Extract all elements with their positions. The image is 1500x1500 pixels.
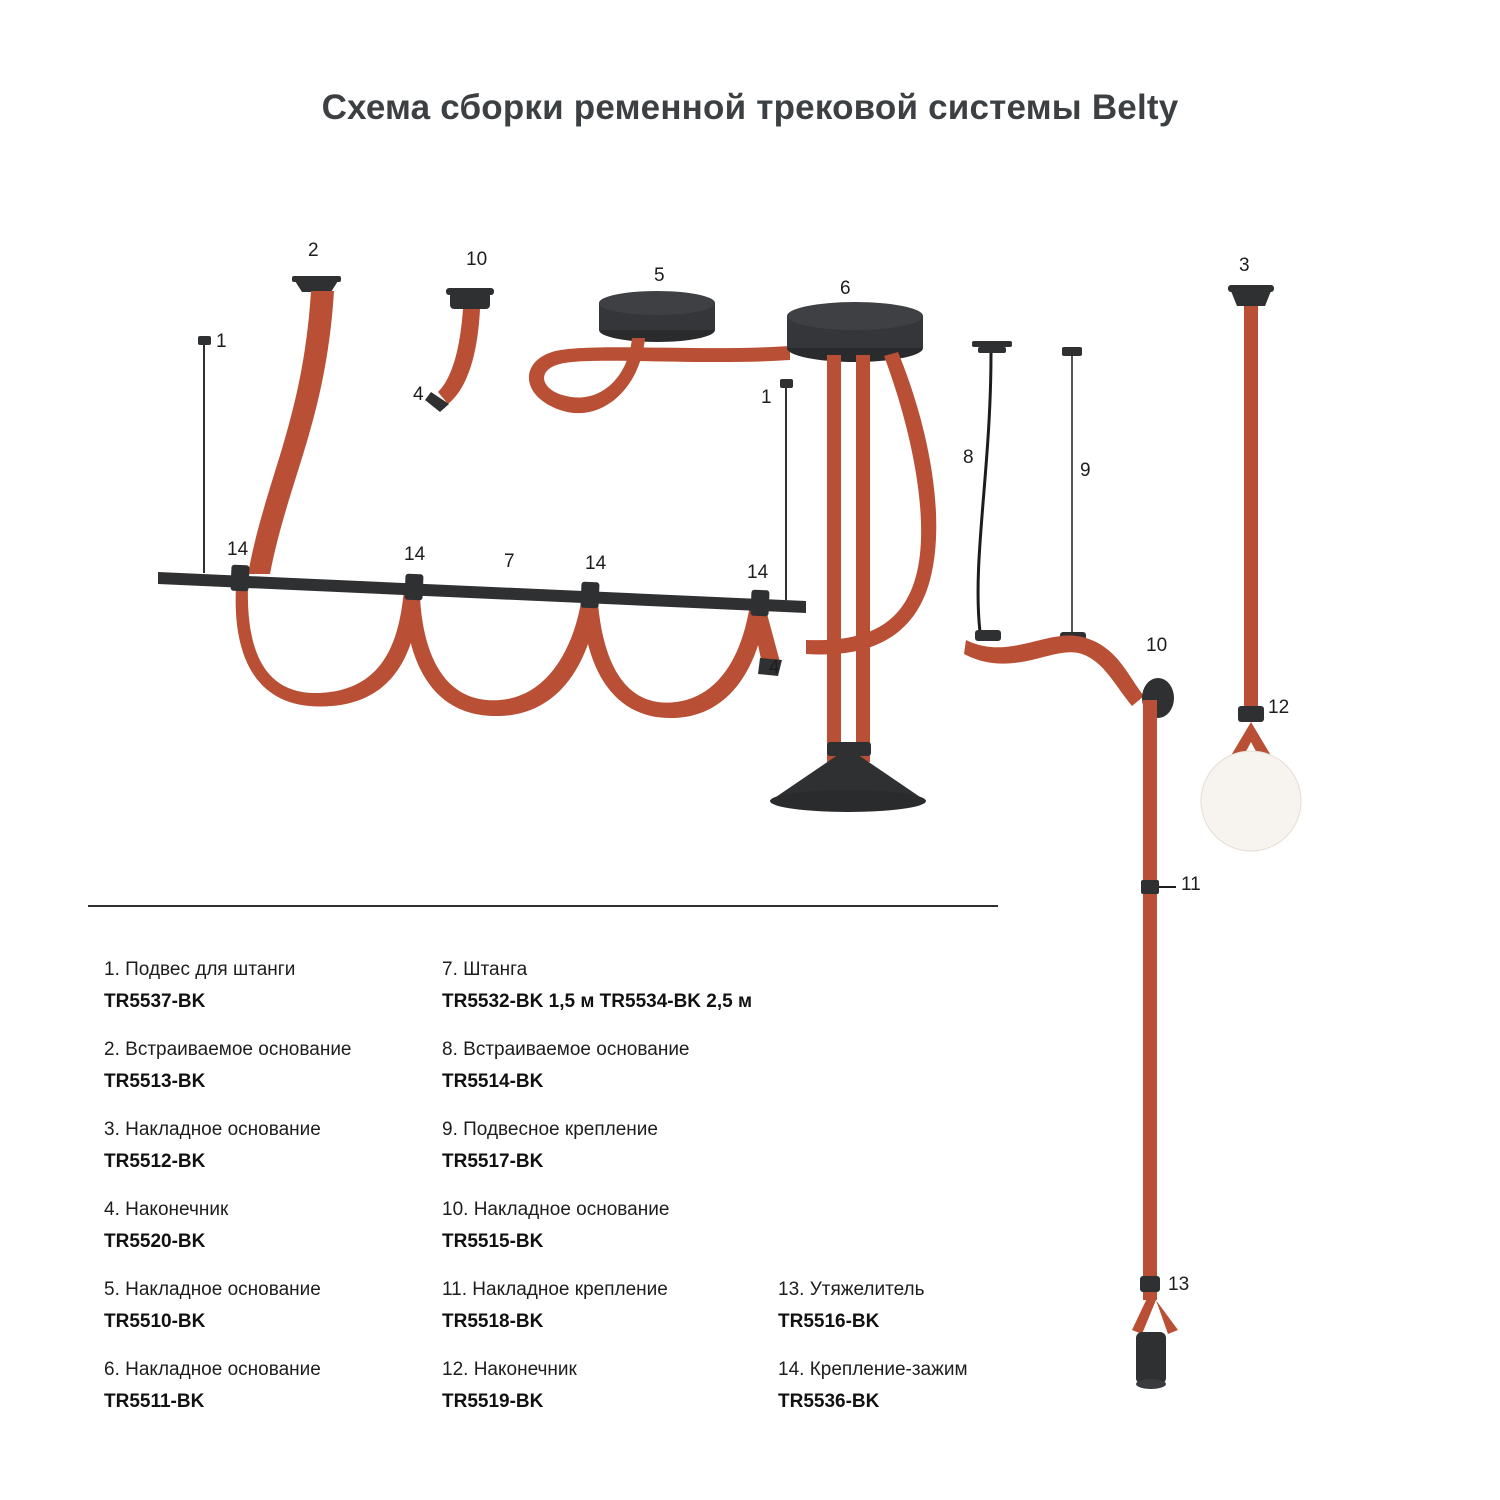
legend-name: Накладное основание	[473, 1199, 670, 1220]
legend-code: TR5512-BK	[104, 1151, 206, 1172]
part-surface-base-6	[787, 302, 923, 362]
legend-name: Накладное основание	[125, 1119, 321, 1140]
callout-number: 5	[654, 265, 665, 286]
legend-code: TR5519-BK	[442, 1391, 544, 1412]
callout-number: 11	[1181, 874, 1201, 895]
legend-name: Встраиваемое основание	[463, 1039, 690, 1060]
callout-number: 4	[413, 384, 424, 405]
part-cone-lamp-shade	[770, 742, 926, 812]
callout-number: 1	[216, 331, 227, 352]
legend-number: 2.	[104, 1039, 120, 1060]
legend-code: TR5515-BK	[442, 1231, 544, 1252]
strap-10-left	[438, 309, 480, 404]
legend	[88, 905, 998, 1412]
page-title: Схема сборки ременной трековой системы Belty	[321, 88, 1179, 127]
callout-number: 10	[466, 249, 488, 270]
legend-item	[104, 1359, 464, 1413]
legend-name: Утяжелитель	[809, 1279, 925, 1300]
legend-name: Штанга	[463, 959, 528, 980]
strap-8-to-10	[964, 635, 1144, 706]
legend-code: TR5511-BK	[104, 1391, 205, 1412]
legend-divider	[88, 905, 998, 907]
legend-number: 7.	[442, 959, 458, 980]
legend-name: Накладное крепление	[472, 1279, 668, 1300]
part-clamp-14-b	[404, 574, 423, 601]
legend-code: TR5513-BK	[104, 1071, 206, 1092]
legend-item	[442, 1199, 802, 1253]
part-rod-suspender-left	[198, 336, 211, 573]
callout-number: 14	[404, 544, 426, 565]
part-rod-suspender-right	[780, 379, 793, 600]
strap-3-vertical	[1244, 306, 1258, 712]
callout-number: 13	[1168, 1274, 1190, 1295]
callout-number: 4	[769, 657, 780, 678]
strap-loop-3	[582, 604, 766, 718]
legend-number: 3.	[104, 1119, 120, 1140]
legend-item	[442, 1119, 802, 1173]
legend-item	[442, 1279, 805, 1333]
legend-name: Встраиваемое основание	[125, 1039, 352, 1060]
part-recessed-base-8	[972, 341, 1012, 641]
legend-code: TR5517-BK	[442, 1151, 544, 1172]
legend-code: TR5520-BK	[104, 1231, 206, 1252]
callout-number: 1	[761, 387, 772, 408]
callout-number: 9	[1080, 460, 1091, 481]
legend-item	[104, 1119, 464, 1173]
legend-name: Накладное основание	[125, 1279, 321, 1300]
legend-item	[442, 1039, 802, 1093]
legend-number: 8.	[442, 1039, 458, 1060]
part-pendant-mount-9	[1060, 347, 1086, 643]
legend-item	[778, 1359, 1138, 1413]
legend-name: Подвес для штанги	[125, 959, 296, 980]
legend-code: TR5516-BK	[778, 1311, 880, 1332]
legend-number: 4.	[104, 1199, 120, 1220]
legend-code: TR5536-BK	[778, 1391, 880, 1412]
legend-name: Наконечник	[125, 1199, 229, 1220]
part-rod-track	[158, 572, 806, 613]
legend-item	[104, 1199, 464, 1253]
legend-code: TR5514-BK	[442, 1071, 544, 1092]
callout-number: 8	[963, 447, 974, 468]
strap-5-to-6	[529, 338, 790, 413]
part-recessed-base-2	[292, 276, 341, 292]
legend-number: 12.	[442, 1359, 469, 1380]
strap-loop-1	[236, 586, 420, 707]
legend-number: 6.	[104, 1359, 120, 1380]
legend-name: Наконечник	[473, 1359, 577, 1380]
callout-number: 2	[308, 240, 319, 261]
legend-item	[442, 1359, 805, 1413]
legend-name: Подвесное крепление	[463, 1119, 658, 1140]
legend-number: 10.	[442, 1199, 469, 1220]
callout-number: 12	[1268, 697, 1290, 718]
part-clamp-14-a	[230, 565, 249, 592]
legend-item	[104, 1039, 464, 1093]
legend-number: 13.	[778, 1279, 805, 1300]
strap-loop-2	[404, 596, 598, 716]
legend-item	[778, 1279, 1138, 1333]
strap-2-to-track	[248, 291, 334, 574]
legend-name: Крепление-зажим	[809, 1359, 968, 1380]
callout-number: 10	[1146, 635, 1168, 656]
legend-item	[442, 959, 962, 1013]
part-clamp-14-d	[750, 590, 769, 617]
callout-number: 7	[504, 551, 515, 572]
callout-number: 3	[1239, 255, 1250, 276]
part-surface-clip-11	[1141, 880, 1176, 894]
callout-number: 14	[747, 562, 769, 583]
part-surface-base-10-left	[446, 288, 494, 309]
legend-number: 5.	[104, 1279, 120, 1300]
legend-number: 14.	[778, 1359, 805, 1380]
callout-number: 6	[840, 278, 851, 299]
legend-code: TR5510-BK	[104, 1311, 206, 1332]
strap-6-left-vertical	[827, 355, 841, 762]
callout-number: 14	[227, 539, 249, 560]
callout-number: 14	[585, 553, 607, 574]
legend-number: 1.	[104, 959, 120, 980]
part-surface-base-5	[599, 291, 715, 342]
legend-item	[104, 959, 464, 1013]
legend-number: 9.	[442, 1119, 458, 1140]
strap-6-right-swoop	[806, 352, 936, 655]
part-end-cap-12	[1238, 706, 1264, 722]
legend-item	[104, 1279, 464, 1333]
legend-code: TR5518-BK	[442, 1311, 544, 1332]
legend-number: 11.	[442, 1279, 468, 1300]
legend-code: TR5532-BK 1,5 м TR5534-BK 2,5 м	[442, 991, 753, 1012]
legend-name: Накладное основание	[125, 1359, 321, 1380]
part-surface-base-3	[1228, 285, 1274, 306]
strap-6-mid-vertical	[856, 355, 870, 762]
part-globe-shade	[1201, 751, 1301, 851]
part-clamp-14-c	[580, 582, 599, 609]
legend-code: TR5537-BK	[104, 991, 206, 1012]
